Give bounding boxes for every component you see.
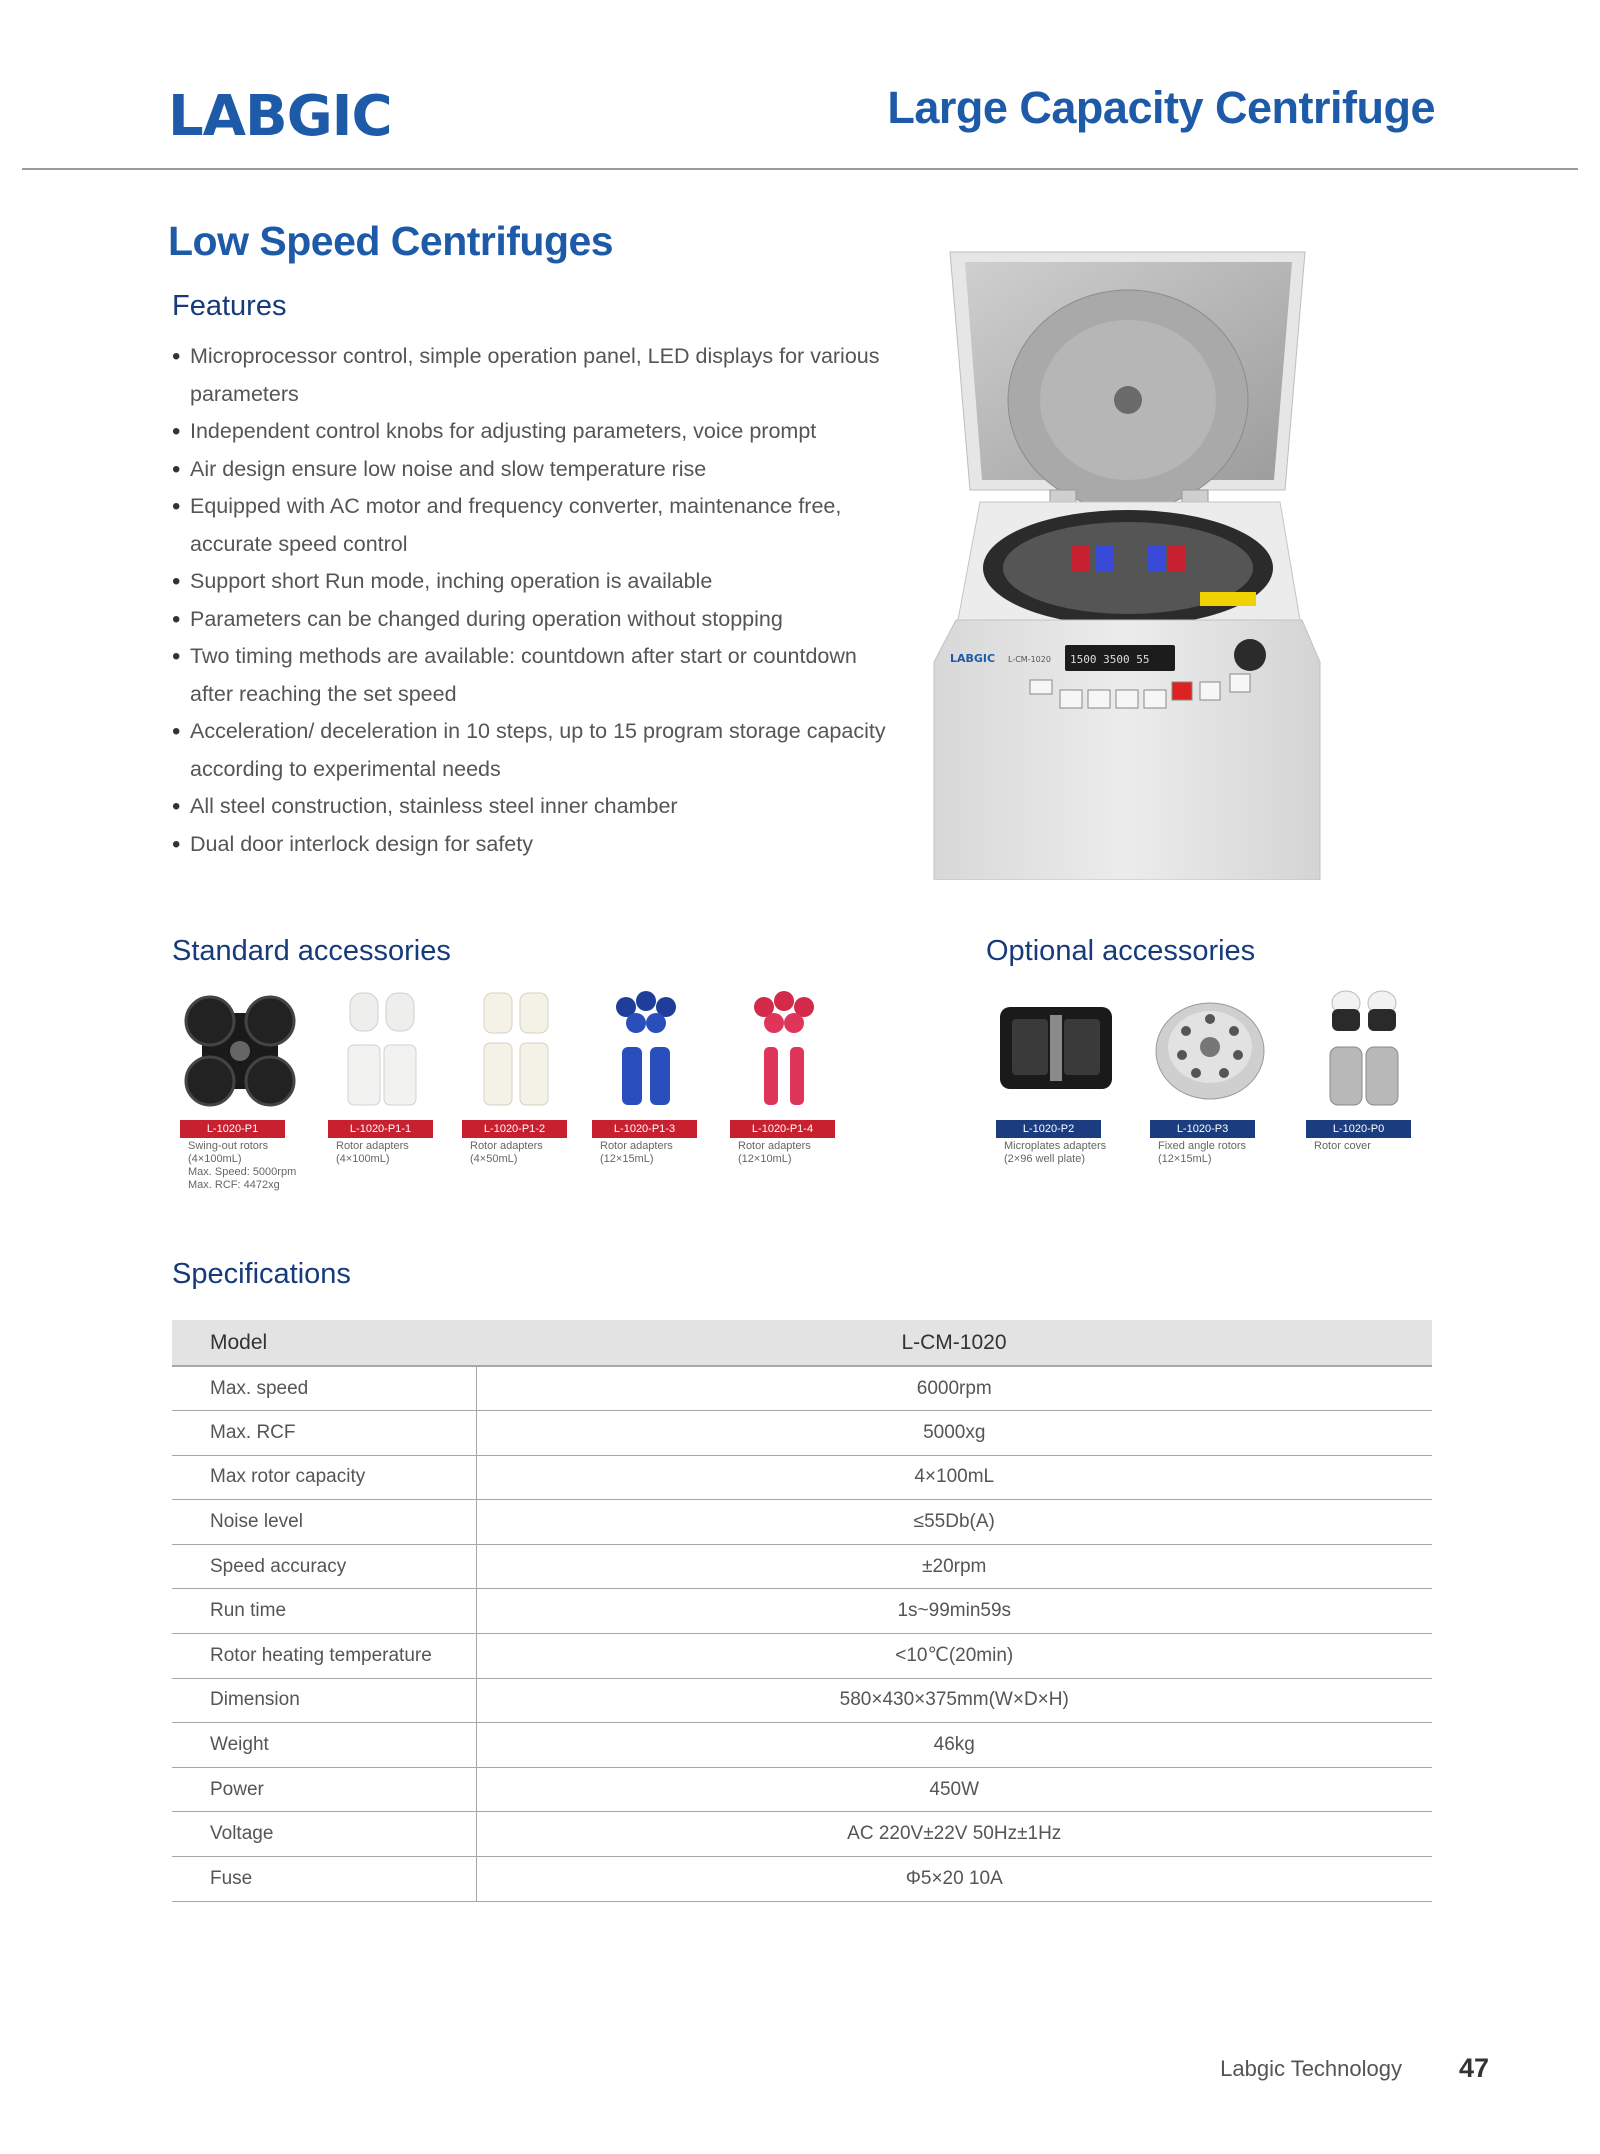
accessory-rotor-adapter-50ml bbox=[452, 985, 592, 1166]
table-row bbox=[172, 1366, 1432, 1411]
accessory-description: Microplates adapters (2×96 well plate) bbox=[1004, 1140, 1107, 1165]
centrifuge-product-image bbox=[910, 250, 1340, 880]
machine-model: L-CM-1020 bbox=[1008, 655, 1051, 664]
specifications-table bbox=[172, 1320, 1432, 1902]
feature-item: • Microprocessor control, simple operation panel, LED displays for various parameters bbox=[172, 338, 892, 413]
accessory-rotor-adapter-15ml bbox=[582, 985, 722, 1166]
spec-label: Weight bbox=[172, 1723, 476, 1768]
accessory-rotor-adapter-100ml bbox=[318, 985, 458, 1166]
accessory-rotor-cover bbox=[1296, 985, 1436, 1153]
table-row bbox=[172, 1767, 1432, 1812]
header-divider bbox=[22, 168, 1578, 170]
accessory-description: Rotor adapters (12×10mL) bbox=[738, 1140, 811, 1165]
table-row bbox=[172, 1500, 1432, 1545]
rotor-adapter-blue-image bbox=[582, 985, 722, 1115]
header-label-cell: Model bbox=[172, 1320, 476, 1366]
table-row bbox=[172, 1544, 1432, 1589]
table-header-row bbox=[172, 1320, 1432, 1366]
rotor-adapter-white-image bbox=[318, 985, 458, 1115]
feature-item: • Dual door interlock design for safety bbox=[172, 826, 892, 864]
accessory-description: Rotor cover bbox=[1314, 1140, 1371, 1152]
accessory-code-tag: L-1020-P1 bbox=[180, 1120, 285, 1138]
table-row bbox=[172, 1723, 1432, 1768]
optional-accessories-heading: Optional accessories bbox=[986, 935, 1256, 967]
accessory-code-tag: L-1020-P3 bbox=[1150, 1120, 1255, 1138]
spec-value: 4×100mL bbox=[476, 1455, 1432, 1500]
spec-label: Max. speed bbox=[172, 1366, 476, 1411]
spec-label: Run time bbox=[172, 1589, 476, 1634]
features-list bbox=[172, 338, 892, 863]
accessory-code-tag: L-1020-P1-3 bbox=[592, 1120, 697, 1138]
specifications-heading: Specifications bbox=[172, 1258, 351, 1290]
spec-value: 450W bbox=[476, 1767, 1432, 1812]
rotor-adapter-cream-image bbox=[452, 985, 592, 1115]
features-heading: Features bbox=[172, 290, 287, 322]
feature-item: • Equipped with AC motor and frequency converter, maintenance free, accurate speed control bbox=[172, 488, 892, 563]
accessory-description: Rotor adapters (4×50mL) bbox=[470, 1140, 543, 1165]
accessory-code-tag: L-1020-P0 bbox=[1306, 1120, 1411, 1138]
accessory-description: Fixed angle rotors (12×15mL) bbox=[1158, 1140, 1247, 1165]
spec-value: 46kg bbox=[476, 1723, 1432, 1768]
accessory-code-tag: L-1020-P1-2 bbox=[462, 1120, 567, 1138]
machine-brand: LABGIC bbox=[950, 652, 996, 665]
rotor-adapter-red-image bbox=[720, 985, 860, 1115]
brand-logo: LABGIC bbox=[168, 84, 392, 149]
table-row bbox=[172, 1634, 1432, 1679]
accessory-description: Swing-out rotors (4×100mL) Max. Speed: 5000rpm Max. RCF: 4472xg bbox=[188, 1140, 297, 1191]
spec-label: Power bbox=[172, 1767, 476, 1812]
table-row bbox=[172, 1455, 1432, 1500]
spec-value: AC 220V±22V 50Hz±1Hz bbox=[476, 1812, 1432, 1857]
feature-item: • Acceleration/ deceleration in 10 steps, up to 15 program storage capacity according to experimental needs bbox=[172, 713, 892, 788]
feature-item: • Parameters can be changed during operation without stopping bbox=[172, 601, 892, 639]
spec-label: Dimension bbox=[172, 1678, 476, 1723]
feature-item: • Air design ensure low noise and slow temperature rise bbox=[172, 451, 892, 489]
spec-value: 1s~99min59s bbox=[476, 1589, 1432, 1634]
spec-value: Φ5×20 10A bbox=[476, 1857, 1432, 1902]
accessory-fixed-angle-rotor bbox=[1140, 985, 1280, 1166]
accessory-rotor-adapter-10ml bbox=[720, 985, 860, 1166]
feature-item: • Independent control knobs for adjusting parameters, voice prompt bbox=[172, 413, 892, 451]
page-number: 47 bbox=[1458, 2053, 1489, 2083]
footer-company: Labgic Technology bbox=[1220, 2056, 1402, 2081]
feature-item: • All steel construction, stainless steel inner chamber bbox=[172, 788, 892, 826]
accessory-description: Rotor adapters (12×15mL) bbox=[600, 1140, 673, 1165]
header-value-cell: L-CM-1020 bbox=[476, 1320, 1432, 1366]
section-title: Low Speed Centrifuges bbox=[168, 218, 614, 264]
table-row bbox=[172, 1411, 1432, 1456]
table-row bbox=[172, 1589, 1432, 1634]
accessory-swing-out-rotor bbox=[170, 985, 310, 1192]
fixed-angle-rotor-image bbox=[1140, 985, 1280, 1115]
spec-label: Max. RCF bbox=[172, 1411, 476, 1456]
feature-item: • Support short Run mode, inching operation is available bbox=[172, 563, 892, 601]
feature-item: • Two timing methods are available: countdown after start or countdown after reaching the set speed bbox=[172, 638, 892, 713]
spec-value: <10℃(20min) bbox=[476, 1634, 1432, 1679]
spec-label: Voltage bbox=[172, 1812, 476, 1857]
accessory-description: Rotor adapters (4×100mL) bbox=[336, 1140, 409, 1165]
standard-accessories-heading: Standard accessories bbox=[172, 935, 451, 967]
accessory-code-tag: L-1020-P2 bbox=[996, 1120, 1101, 1138]
spec-value: 580×430×375mm(W×D×H) bbox=[476, 1678, 1432, 1723]
spec-label: Fuse bbox=[172, 1857, 476, 1902]
microplate-adapter-image bbox=[986, 985, 1126, 1115]
spec-label: Noise level bbox=[172, 1500, 476, 1545]
spec-value: 5000xg bbox=[476, 1411, 1432, 1456]
spec-value: 6000rpm bbox=[476, 1366, 1432, 1411]
spec-label: Rotor heating temperature bbox=[172, 1634, 476, 1679]
table-row bbox=[172, 1678, 1432, 1723]
spec-value: ≤55Db(A) bbox=[476, 1500, 1432, 1545]
accessory-code-tag: L-1020-P1-4 bbox=[730, 1120, 835, 1138]
machine-display: 1500 3500 55 bbox=[1070, 653, 1150, 666]
spec-label: Speed accuracy bbox=[172, 1544, 476, 1589]
table-row bbox=[172, 1812, 1432, 1857]
accessory-microplate-adapter bbox=[986, 985, 1126, 1166]
accessory-code-tag: L-1020-P1-1 bbox=[328, 1120, 433, 1138]
spec-value: ±20rpm bbox=[476, 1544, 1432, 1589]
page-header-title: Large Capacity Centrifuge bbox=[887, 82, 1435, 133]
rotor-cover-image bbox=[1296, 985, 1436, 1115]
table-row bbox=[172, 1857, 1432, 1902]
swing-out-rotor-image bbox=[170, 985, 310, 1115]
spec-label: Max rotor capacity bbox=[172, 1455, 476, 1500]
